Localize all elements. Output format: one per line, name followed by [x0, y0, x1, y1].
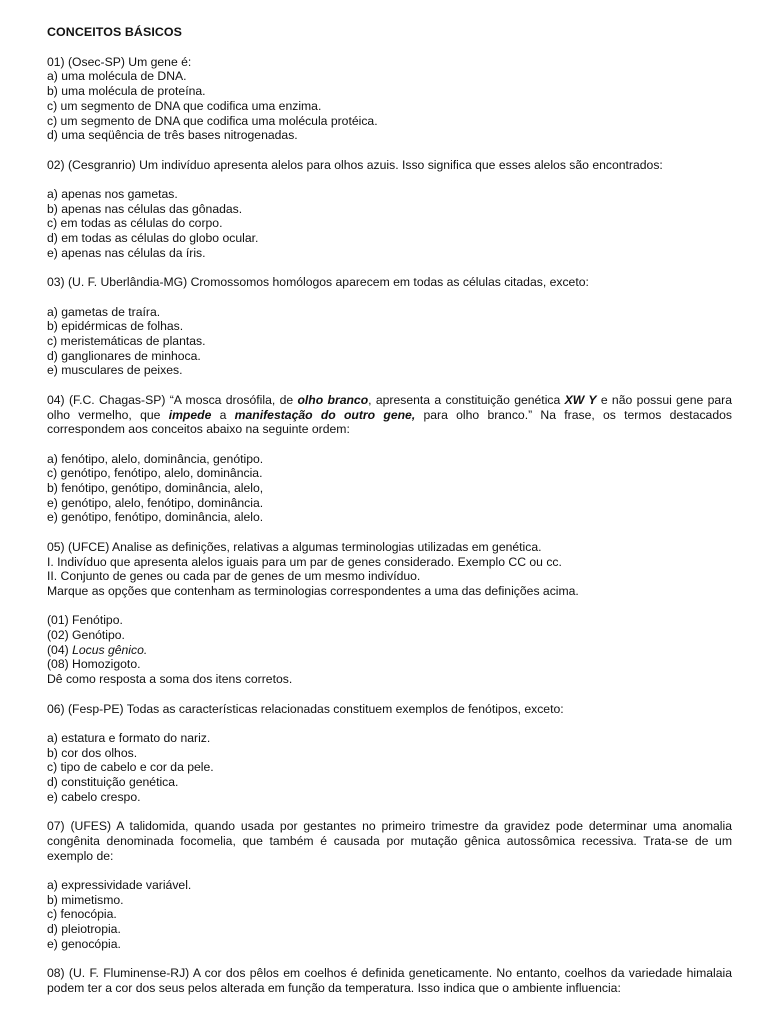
option: d) constituição genética. [47, 775, 179, 789]
option: c) tipo de cabelo e cor da pele. [47, 760, 214, 775]
question-06-options [47, 731, 732, 805]
question-02 [47, 158, 732, 261]
option: a) fenótipo, alelo, dominância, genótipo. [47, 451, 264, 466]
statement-line: 05) (UFCE) Analise as definições, relativas a algumas terminologias utilizadas em genética. [47, 539, 542, 554]
option: c) meristemáticas de plantas. [47, 334, 206, 348]
statement-line: I. Indivíduo que apresenta alelos iguais para um par de genes considerado. Exemplo CC ou cc. [47, 554, 562, 569]
option: c) um segmento de DNA que codifica uma enzima. [47, 98, 322, 113]
question-07 [47, 819, 732, 951]
question-04 [47, 393, 732, 525]
question-03 [47, 275, 732, 378]
option: a) apenas nos gametas. [47, 187, 178, 201]
question-02-options [47, 187, 732, 261]
document-title: CONCEITOS BÁSICOS [47, 25, 183, 39]
option: e) cabelo crespo. [47, 789, 141, 804]
option: e) apenas nas células da íris. [47, 245, 206, 260]
question-03-options [47, 305, 732, 379]
statement-text: a [211, 407, 235, 422]
question-05 [47, 540, 732, 687]
option: c) genótipo, fenótipo, alelo, dominância. [47, 466, 263, 481]
question-08-statement: 08) (U. F. Fluminense-RJ) A cor dos pêlos em coelhos é definida geneticamente. No entanto, coelhos da variedade himalaia podem ter a cor dos seus pelos alterada em função da temperatura. Isso indica que o ambiente influencia: [47, 966, 732, 995]
statement-text: , apresenta a constituição genética [368, 392, 565, 407]
question-01 [47, 55, 732, 143]
option: (02) Genótipo. [47, 628, 125, 642]
option: d) em todas as células do globo ocular. [47, 231, 259, 246]
question-07-options [47, 878, 732, 952]
option: c) fenocópia. [47, 907, 117, 922]
highlighted-term: olho branco [297, 392, 369, 407]
question-05-options [47, 613, 732, 687]
option: (01) Fenótipo. [47, 613, 123, 628]
option: e) genótipo, fenótipo, dominância, alelo. [47, 510, 264, 525]
option: d) ganglionares de minhoca. [47, 348, 201, 363]
option: b) mimetismo. [47, 892, 124, 907]
option: b) epidérmicas de folhas. [47, 319, 184, 334]
statement-text: para olho branco.” Na frase, os termos destacados correspondem aos conceitos abaixo na seguinte ordem: [47, 407, 732, 437]
question-03-statement: 03) (U. F. Uberlândia-MG) Cromossomos homólogos aparecem em todas as células citadas, exceto: [47, 275, 589, 290]
option: a) gametas de traíra. [47, 304, 161, 319]
option: b) apenas nas células das gônadas. [47, 201, 243, 216]
question-04-options [47, 452, 732, 526]
option-prefix: (04) [47, 642, 73, 657]
option: a) uma molécula de DNA. [47, 69, 187, 84]
option: d) uma seqüência de três bases nitrogenadas. [47, 128, 298, 143]
question-01-options [47, 69, 732, 143]
statement-text: e não possui gene para olho vermelho, que [47, 392, 732, 422]
highlighted-term: XW Y [564, 392, 597, 407]
option: e) genocópia. [47, 936, 121, 951]
option: b) fenótipo, genótipo, dominância, alelo, [47, 481, 264, 495]
option: d) pleiotropia. [47, 922, 121, 936]
question-08 [47, 966, 732, 995]
question-04-statement [47, 393, 732, 437]
highlighted-term: manifestação do outro gene, [234, 407, 416, 422]
highlighted-term: impede [168, 407, 212, 422]
option: b) cor dos olhos. [47, 745, 138, 760]
option: (08) Homozigoto. [47, 657, 141, 672]
statement-text: 04) (F.C. Chagas-SP) “A mosca drosófila, de [47, 392, 298, 407]
question-05-instruction: Dê como resposta a soma dos itens corretos. [47, 672, 293, 687]
option: e) musculares de peixes. [47, 363, 183, 378]
question-07-statement: 07) (UFES) A talidomida, quando usada por gestantes no primeiro trimestre da gravidez pode determinar uma anomalia congênita denominada focomelia, que também é causada por mutação gênica autossômica recessiva. Trata-se de um exemplo de: [47, 819, 732, 863]
option: b) uma molécula de proteína. [47, 84, 206, 99]
question-01-statement: 01) (Osec-SP) Um gene é: [47, 54, 192, 69]
statement-line: II. Conjunto de genes ou cada par de genes de um mesmo indivíduo. [47, 569, 421, 584]
option: a) expressividade variável. [47, 877, 192, 892]
question-06-statement: 06) (Fesp-PE) Todas as características relacionadas constituem exemplos de fenótipos, exceto: [47, 701, 564, 716]
question-06 [47, 702, 732, 805]
statement-line: Marque as opções que contenham as terminologias correspondentes a uma das definições acima. [47, 583, 579, 598]
option-italic-term: Locus gênico. [72, 642, 148, 657]
option: a) estatura e formato do nariz. [47, 730, 211, 745]
question-05-statement [47, 540, 732, 599]
option: c) em todas as células do corpo. [47, 216, 223, 231]
option: e) genótipo, alelo, fenótipo, dominância. [47, 495, 264, 510]
document-page [47, 25, 732, 1010]
question-02-statement: 02) (Cesgranrio) Um indivíduo apresenta alelos para olhos azuis. Isso significa que esses alelos são encontrados: [47, 157, 663, 172]
option: c) um segmento de DNA que codifica uma molécula protéica. [47, 113, 378, 128]
option [47, 643, 732, 658]
